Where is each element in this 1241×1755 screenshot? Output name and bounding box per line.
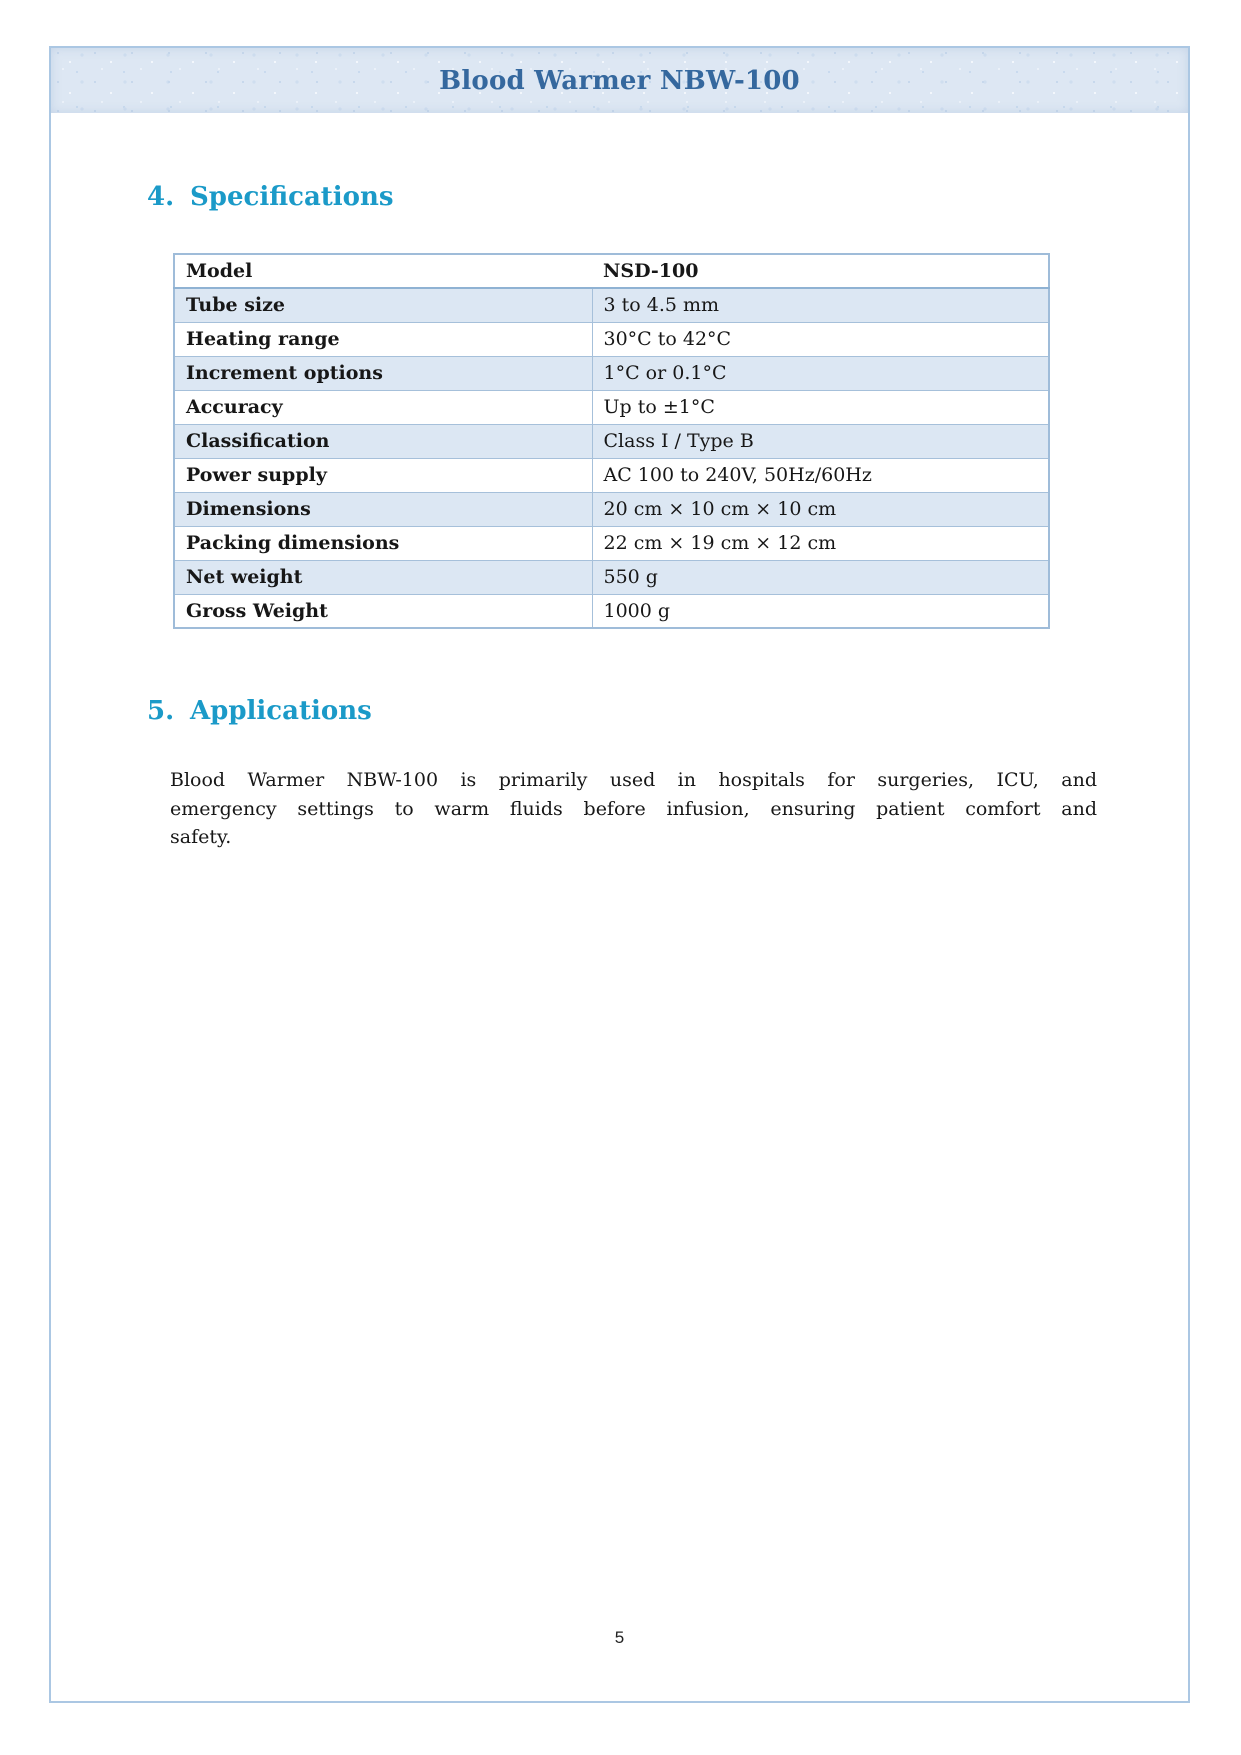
table-row [174, 594, 1049, 628]
spec-label: Heating range [174, 322, 592, 356]
table-row [174, 322, 1049, 356]
spec-label: Power supply [174, 458, 592, 492]
spec-value: NSD-100 [592, 254, 1049, 288]
spec-value: 20 cm × 10 cm × 10 cm [592, 492, 1049, 526]
section-number: 4. [147, 182, 175, 212]
applications-paragraph [170, 766, 1097, 852]
table-row [174, 356, 1049, 390]
spec-value: 3 to 4.5 mm [592, 288, 1049, 322]
section-heading-applications [147, 696, 372, 726]
spec-label: Accuracy [174, 390, 592, 424]
document-title: Blood Warmer NBW-100 [439, 65, 800, 96]
specifications-table-body [174, 254, 1049, 628]
spec-value: Class I / Type B [592, 424, 1049, 458]
spec-label: Increment options [174, 356, 592, 390]
paragraph-line: emergency settings to warm fluids before infusion, ensuring patient comfort and [170, 797, 1097, 820]
spec-value: 22 cm × 19 cm × 12 cm [592, 526, 1049, 560]
paragraph-line: Blood Warmer NBW-100 is primarily used in hospitals for surgeries, ICU, and [170, 769, 1097, 791]
section-title: Applications [190, 696, 372, 726]
table-row [174, 390, 1049, 424]
spec-label: Classification [174, 424, 592, 458]
spec-label: Gross Weight [174, 594, 592, 628]
section-title: Specifications [190, 182, 394, 212]
table-row [174, 424, 1049, 458]
table-row [174, 526, 1049, 560]
page-frame [49, 46, 1190, 1703]
table-row [174, 288, 1049, 322]
spec-value: 1000 g [592, 594, 1049, 628]
page-number: 5 [614, 1628, 625, 1647]
table-row [174, 458, 1049, 492]
spec-label: Dimensions [174, 492, 592, 526]
spec-value: AC 100 to 240V, 50Hz/60Hz [592, 458, 1049, 492]
spec-label: Tube size [174, 288, 592, 322]
spec-label: Net weight [174, 560, 592, 594]
paragraph-line: safety. [170, 826, 232, 848]
spec-value: 30°C to 42°C [592, 322, 1049, 356]
table-row [174, 254, 1049, 288]
spec-label: Model [174, 254, 592, 288]
spec-value: 550 g [592, 560, 1049, 594]
table-row [174, 492, 1049, 526]
specifications-table [173, 253, 1050, 629]
section-number: 5. [147, 696, 175, 726]
spec-value: 1°C or 0.1°C [592, 356, 1049, 390]
spec-value: Up to ±1°C [592, 390, 1049, 424]
table-row [174, 560, 1049, 594]
section-heading-specifications [147, 182, 394, 212]
page-header-banner [51, 48, 1188, 113]
spec-label: Packing dimensions [174, 526, 592, 560]
